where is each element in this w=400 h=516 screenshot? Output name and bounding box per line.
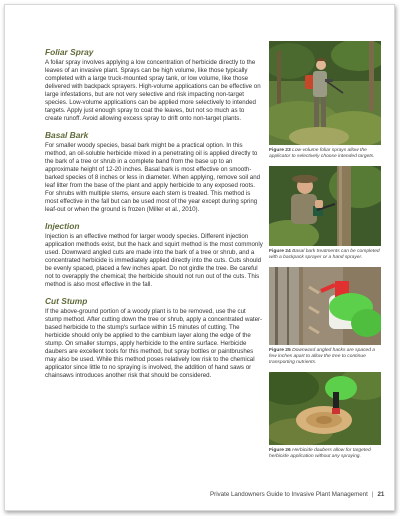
section-body-basal-bark: For smaller woody species, basal bark might be a practical option. In this method, an oil-soluble herbicide mixed in a penetrating oil is applied directly to the bark of a tree or shrub in a complete band from the base up to an approximate height of 12-20 inches. Basal bark is most effective on smooth-barked species of 8 inches or less in diameter. When applying, remove soil and leaf litter from the base of the plant and apply herbicide to any exposed roots. For shrubs with multiple stems, ensure each stem is treated. This method is most effective in the fall but can be used most of the year except during spring leaf-out or when the ground is frozen (Miller et al., 2010).	[45, 142, 261, 213]
main-column	[45, 47, 263, 387]
figure-24-photo	[269, 166, 381, 246]
figure-26-photo	[269, 372, 381, 445]
figure-23-caption	[269, 148, 381, 160]
figure-column	[269, 41, 381, 466]
figure-25-photo	[269, 267, 381, 345]
document-page	[4, 4, 395, 511]
figure-26-text: Herbicide daubers allow for targeted herbicide application without any spraying.	[269, 448, 371, 459]
footer-separator: |	[371, 491, 374, 498]
section-body-injection: Injection is an effective method for larger woody species. Different injection application methods exist, but the hack and squirt method is the most commonly used. Downward angled cuts are made into the bark of a tree or shrub, and a concentrated herbicide is immediately applied directly into the cuts. Cuts should be evenly spaced, placed a few inches apart. Do not girdle the tree. Be careful not to overapply the chemical; the herbicide should not run out of the cuts. This method is also most effective in the fall.	[45, 233, 263, 288]
section-body-foliar-spray: A foliar spray involves applying a low concentration of herbicide directly to the leaves of an invasive plant. Sprays can be high volume, like those typically completed with a large truck-mounted spray tank, or low volume, like those delivered with backpack sprayers. High-volume applications can be effective on large infestations, but are not very selective and risk impacting non-target species. Low-volume applications can be applied more selectively to intended targets. Apply just enough spray to coat the leaves, but not so much as to create runoff. Avoid allowing excess spray to drift onto non-target plants.	[45, 59, 261, 122]
figure-25-label: Figure 25	[269, 348, 291, 353]
section-title-cut-stump: Cut Stump	[45, 296, 88, 306]
figure-25-text: Downward angled hacks are spaced a few inches apart to allow the tree to continue transporting nutrients.	[269, 348, 376, 365]
figure-23-text: Low-volume foliar sprays allow the applicator to selectively choose intended targets.	[269, 148, 375, 159]
footer-title: Private Landowners Guide to Invasive Plant Management	[210, 491, 368, 498]
figure-24-label: Figure 24	[269, 249, 291, 254]
figure-24-caption	[269, 249, 381, 261]
section-title-injection: Injection	[45, 221, 80, 231]
figure-26	[269, 372, 381, 460]
section-title-basal-bark: Basal Bark	[45, 130, 89, 140]
figure-25-caption	[269, 348, 381, 366]
page-number: 21	[377, 491, 385, 498]
figure-23-label: Figure 23	[269, 148, 291, 153]
figure-24-text: Basal bark treatments can be completed with a backpack sprayer or a hand sprayer.	[269, 249, 380, 260]
figure-23-photo	[269, 41, 381, 145]
section-title-foliar-spray: Foliar Spray	[45, 47, 94, 57]
figure-25	[269, 267, 381, 366]
page-footer	[210, 491, 384, 498]
figure-23	[269, 41, 381, 160]
figure-26-caption	[269, 448, 381, 460]
figure-26-label: Figure 26	[269, 448, 291, 453]
figure-24	[269, 166, 381, 261]
section-body-cut-stump: If the above-ground portion of a woody plant is to be removed, use the cut stump method. After cutting down the tree or shrub, apply a concentrated water-based herbicide to the stump's surface within 15 minutes of cutting. The herbicide should only be applied to the cambium layer along the edge of the stump. On smaller stumps, apply herbicide to the entire surface. Herbicide daubers are excellent tools for this method, but spray bottles or paintbrushes may also be used. While this method poses relatively low risk to the chemical applicator since little to no spraying is involved, the addition of hand saws or chainsaws introduces another risk that should be considered.	[45, 308, 263, 379]
